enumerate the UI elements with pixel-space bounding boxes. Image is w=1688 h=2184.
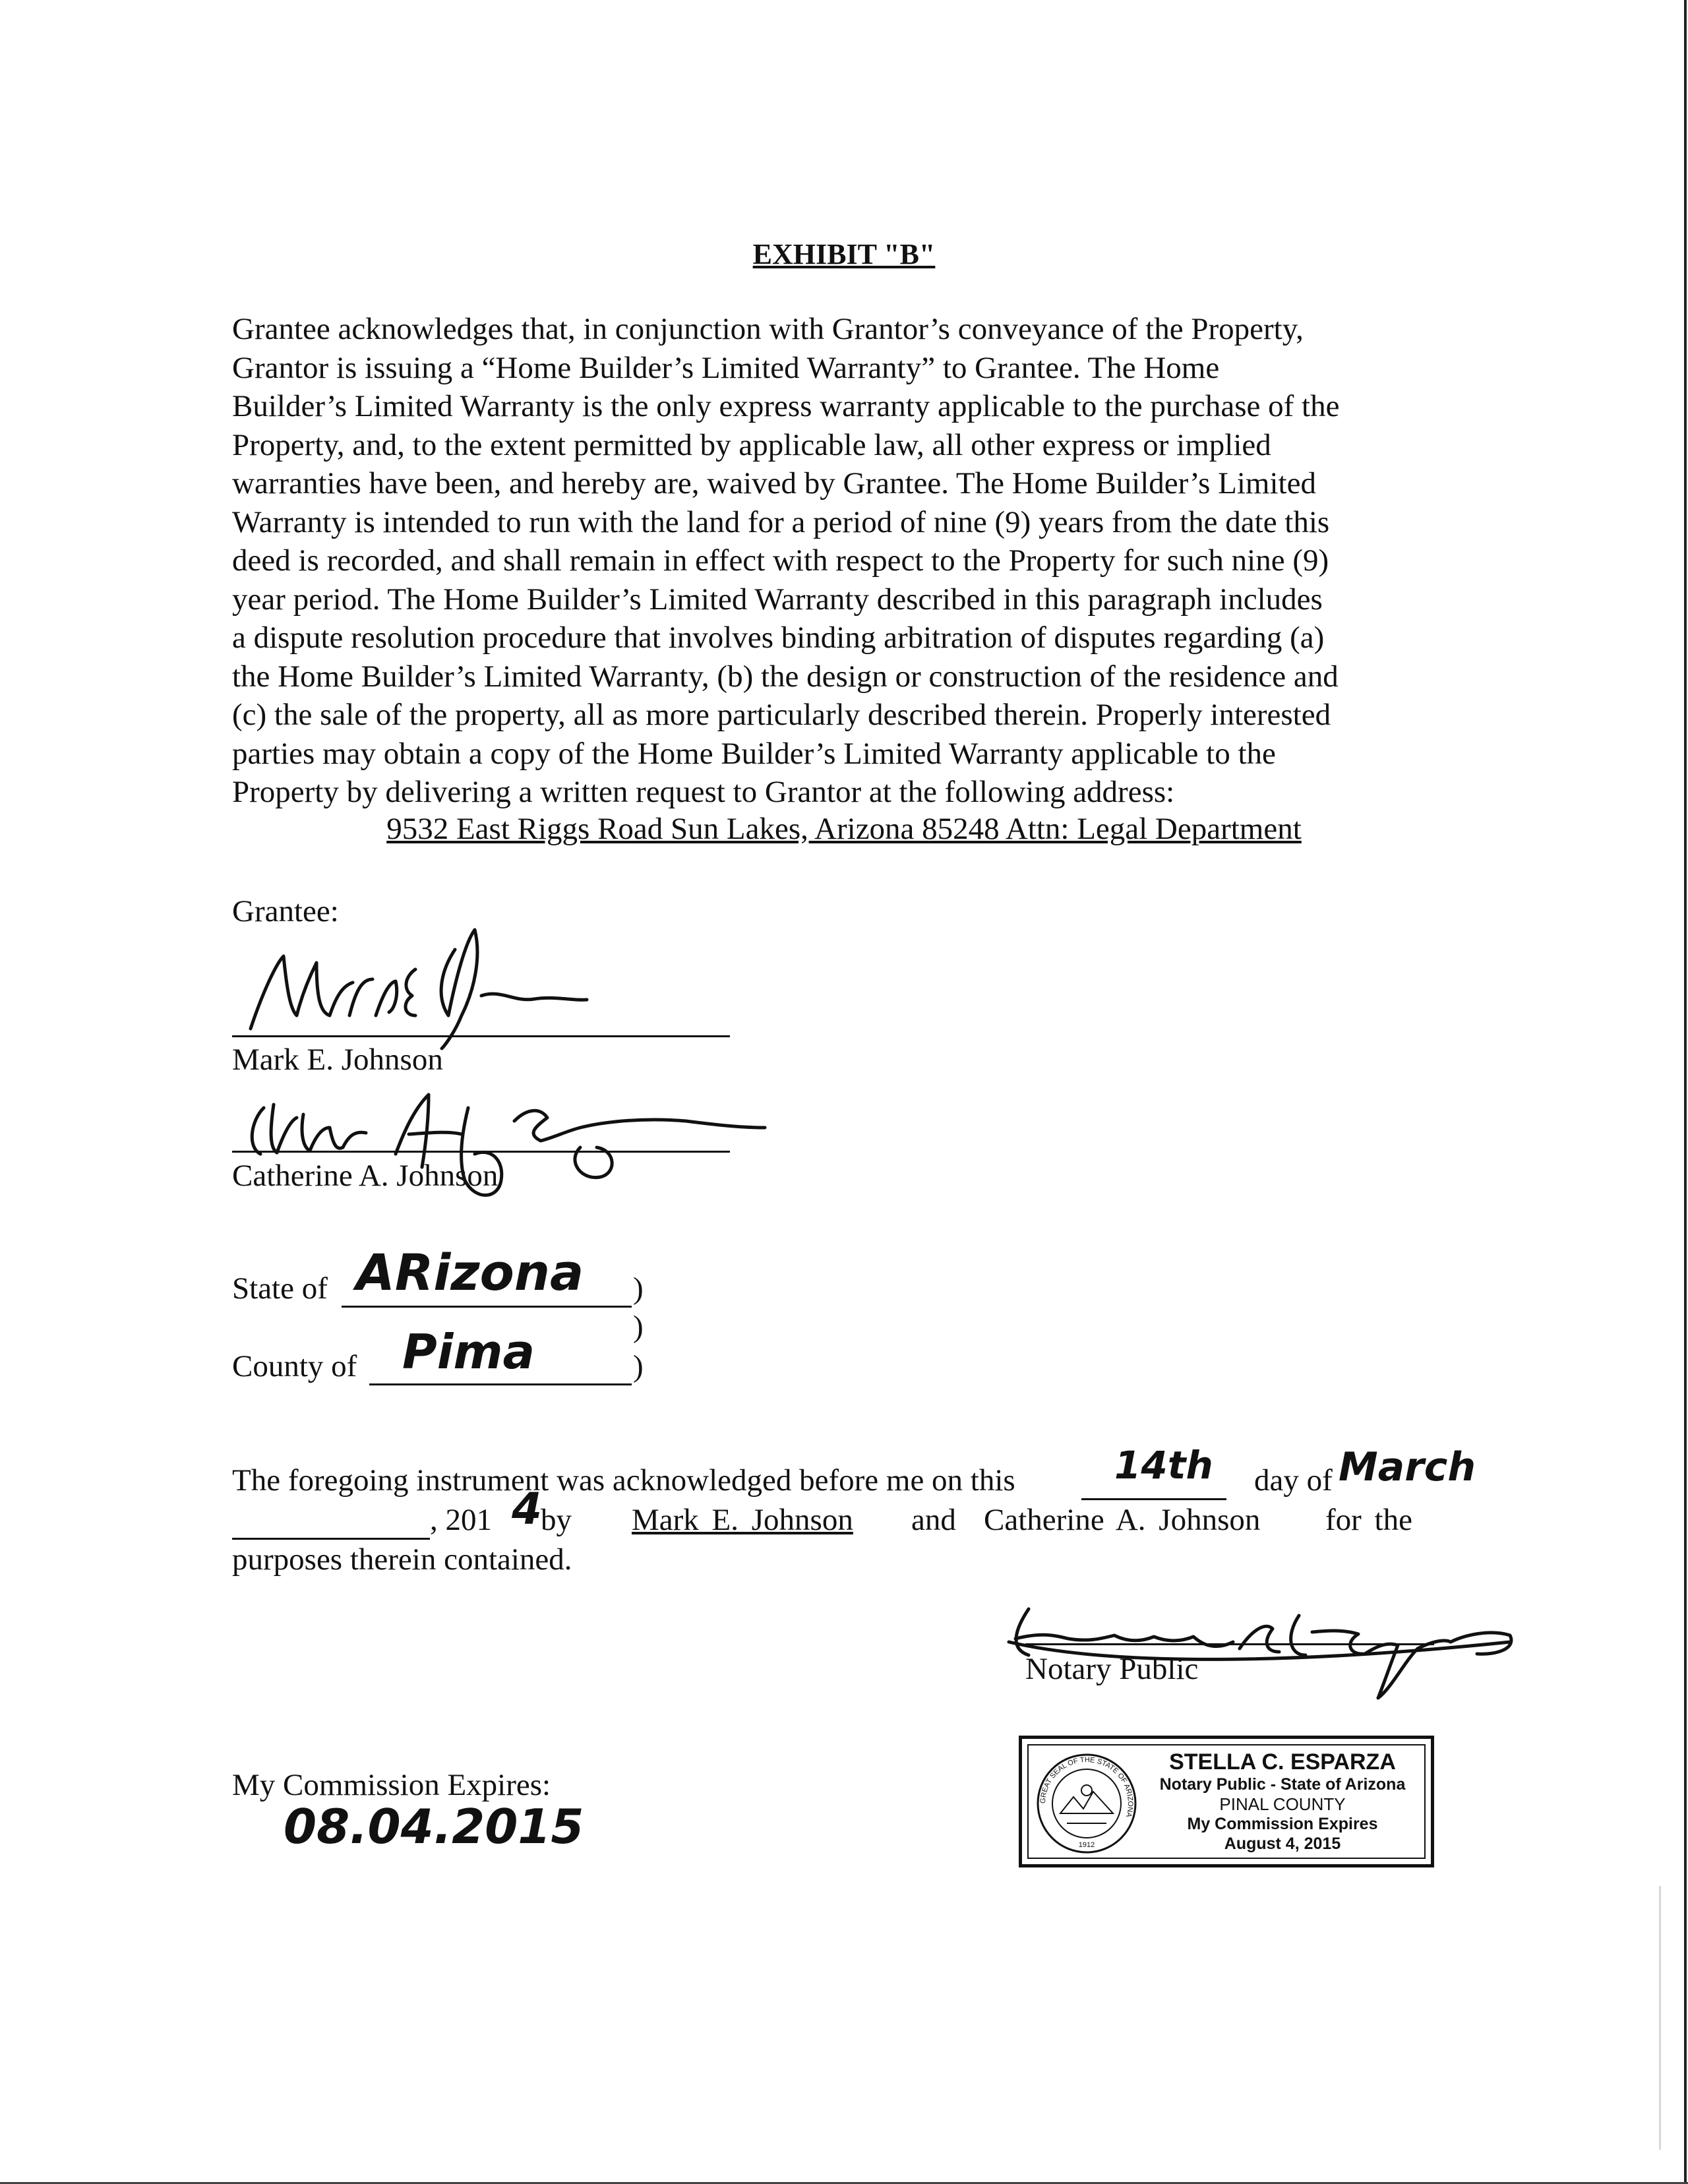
stamp-name: STELLA C. ESPARZA: [1169, 1749, 1396, 1774]
paragraph-line: Property by delivering a written request to Grantor at the following address:: [232, 775, 1175, 809]
paragraph-line: Property, and, to the extent permitted by applicable law, all other express or implied: [232, 427, 1271, 462]
county-label: County of: [232, 1349, 357, 1383]
paragraph-line: Warranty is intended to run with the land for a period of nine (9) years from the date this: [232, 504, 1330, 539]
seal-year: 1912: [1078, 1841, 1095, 1849]
notary-stamp: [1019, 1736, 1434, 1867]
stamp-text-block: [1141, 1749, 1424, 1854]
stamp-line-5: August 4, 2015: [1224, 1835, 1341, 1853]
month-value: March: [1339, 1444, 1476, 1490]
signature-line-1: [232, 1035, 730, 1037]
stamp-line-4: My Commission Expires: [1187, 1815, 1378, 1833]
day-of-label: day of: [1254, 1463, 1333, 1498]
ack-name-1: Mark E. Johnson: [632, 1503, 853, 1537]
signer-name-2: Catherine A. Johnson: [232, 1159, 498, 1193]
state-value: ARizona: [356, 1243, 584, 1302]
year-digit: 4: [512, 1484, 542, 1534]
year-prefix: , 201: [430, 1503, 492, 1537]
day-field-line: [1081, 1498, 1226, 1500]
commission-label: My Commission Expires:: [232, 1768, 551, 1802]
paragraph-line: Grantee acknowledges that, in conjunction with Grantor’s conveyance of the Property,: [232, 312, 1304, 346]
county-field-line: [369, 1383, 632, 1385]
signer-name-1: Mark E. Johnson: [232, 1043, 443, 1077]
notary-public-label: Notary Public: [1025, 1652, 1199, 1686]
seal-text: GREAT SEAL OF THE STATE OF ARIZONA: [1039, 1755, 1135, 1819]
paragraph-line: Builder’s Limited Warranty is the only express warranty applicable to the purchase of the: [232, 389, 1340, 423]
scan-artifact: [1659, 1886, 1661, 2150]
for-the-label: for the: [1325, 1503, 1412, 1537]
ack-text: The foregoing instrument was acknowledged before me on this: [232, 1463, 1015, 1498]
paragraph-line: deed is recorded, and shall remain in effect with respect to the Property for such nine (9): [232, 543, 1329, 578]
paragraph-line: parties may obtain a copy of the Home Builder’s Limited Warranty applicable to the: [232, 736, 1276, 771]
paragraph-line: a dispute resolution procedure that involves binding arbitration of disputes regarding (a): [232, 621, 1325, 655]
ack-name-2: Catherine A. Johnson: [984, 1503, 1261, 1537]
paragraph-line: warranties have been, and hereby are, waived by Grantee. The Home Builder’s Limited: [232, 466, 1316, 501]
signature-mark-johnson: [237, 917, 607, 1055]
middle-bracket: ): [633, 1310, 644, 1344]
warranty-paragraph: [232, 310, 1432, 812]
notary-signature: [989, 1576, 1530, 1708]
ack-line-3: purposes therein contained.: [232, 1542, 572, 1577]
notary-signature-line: [1025, 1643, 1434, 1645]
state-label: State of: [232, 1271, 328, 1306]
paragraph-line: (c) the sale of the property, all as more particularly described therein. Properly interested: [232, 698, 1331, 732]
exhibit-title: EXHIBIT "B": [752, 238, 936, 270]
state-bracket: ): [633, 1271, 644, 1306]
month-field-line: [232, 1538, 430, 1540]
scan-artifact: [1684, 0, 1687, 2184]
signature-line-2: [232, 1151, 730, 1153]
and-label: and: [911, 1503, 956, 1537]
paragraph-line: Grantor is issuing a “Home Builder’s Limited Warranty” to Grantee. The Home: [232, 350, 1220, 385]
stamp-line-3: PINAL COUNTY: [1219, 1794, 1346, 1814]
grantor-address: 9532 East Riggs Road Sun Lakes, Arizona 85248 Attn: Legal Department: [386, 812, 1302, 846]
stamp-line-2: Notary Public - State of Arizona: [1159, 1775, 1406, 1794]
grantee-label: Grantee:: [232, 894, 339, 928]
paragraph-line: year period. The Home Builder’s Limited Warranty described in this paragraph includes: [232, 582, 1323, 617]
commission-value: 08.04.2015: [284, 1799, 584, 1854]
state-field-line: [342, 1306, 632, 1308]
by-label: by: [541, 1503, 572, 1537]
state-seal-icon: [1034, 1751, 1139, 1856]
signature-catherine-johnson: [237, 1081, 778, 1213]
county-value: Pima: [402, 1324, 535, 1380]
day-value: 14th: [1114, 1443, 1213, 1488]
paragraph-line: the Home Builder’s Limited Warranty, (b) the design or construction of the residence and: [232, 659, 1339, 694]
county-bracket: ): [633, 1349, 644, 1383]
